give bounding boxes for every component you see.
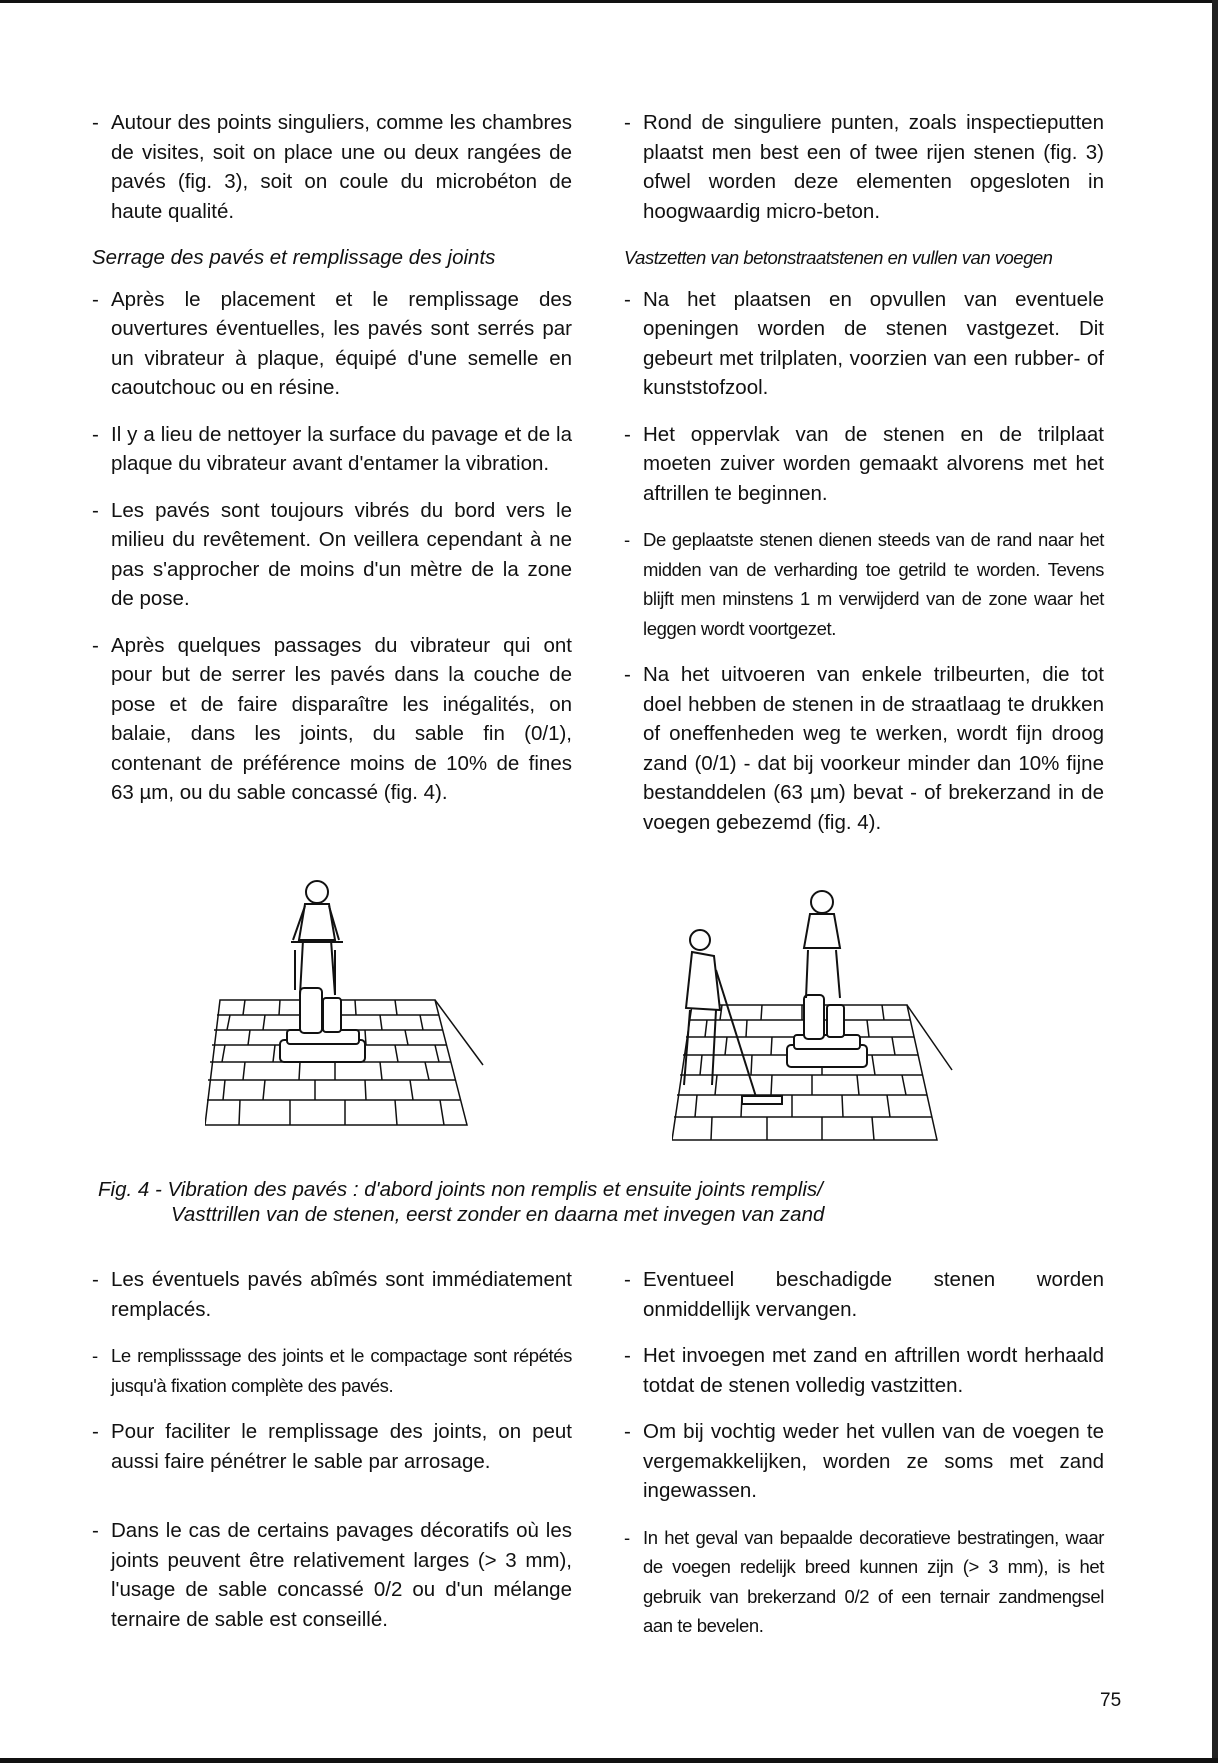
section-heading: Serrage des pavés et remplissage des joints <box>92 246 496 269</box>
bottom-right-column <box>624 1265 1104 1658</box>
list-item-text: Na het plaatsen en opvullen van eventuele openingen worden de stenen vastgezet. Dit gebeurt met trilplaten, voorzien van een rubber- of kunststofzool. <box>643 287 1104 399</box>
list-item-text: Après le placement et le remplissage des ouvertures éventuelles, les pavés sont serrés par un vibrateur à plaque, équipé d'une semelle en caoutchouc ou en résine. <box>111 287 572 399</box>
figure-vibration-without-sand <box>205 870 485 1145</box>
list-item: - Rond de singuliere punten, zoals inspectieputten plaatst men best een of twee rijen stenen (fig. 3) ofwel worden deze elementen opgesloten in hoogwaardig micro-beton. <box>624 111 1104 223</box>
list-item: - Het invoegen met zand en aftrillen wordt herhaald totdat de stenen volledig vastzitten. <box>624 1344 1104 1397</box>
list-item: - Dans le cas de certains pavages décoratifs où les joints peuvent être relativement larges (> 3 mm), l'usage de sable concassé 0/2 ou d'un mélange ternaire de sable est conseillé. <box>92 1519 572 1631</box>
list-item-text: Na het uitvoeren van enkele trilbeurten, die tot doel hebben de stenen in de straatlaag te drukken of oneffenheden weg te werken, wordt fijn droog zand (0/1) - dat bij voorkeur minder dan 10% fijne bestanddelen (63 µm) bevat - of brekerzand in de voegen gebezemd (fig. 4). <box>643 663 1104 834</box>
top-right-column <box>624 108 1104 854</box>
list-item-text: Om bij vochtig weder het vullen van de voegen te vergemakkelijken, worden ze soms met zand ingewassen. <box>643 1420 1104 1502</box>
page-number: 75 <box>1100 1690 1122 1711</box>
list-item-text: De geplaatste stenen dienen steeds van de rand naar het midden van de verharding toe getrild te worden. Tevens blijft men minstens 1 m verwijderd van de zone waar het leggen wordt voortgezet. <box>643 529 1104 639</box>
list-item-text: Het oppervlak van de stenen en de trilplaat moeten zuiver worden gemaakt alvorens met het aftrillen te beginnen. <box>643 422 1104 505</box>
caption-line-dutch: Vasttrillen van de stenen, eerst zonder en daarna met invegen van zand <box>171 1203 825 1226</box>
list-item: - In het geval van bepaalde decoratieve bestratingen, waar de voegen redelijk breed kunnen zijn (> 3 mm), is het gebruik van brekerzand 0/2 of een ternair zandmengsel aan te bevelen. <box>624 1526 1104 1636</box>
list-item-text: Le remplisssage des joints et le compactage sont répétés jusqu'à fixation complète des pavés. <box>111 1345 572 1396</box>
list-item-text: Les pavés sont toujours vibrés du bord vers le milieu du revêtement. On veillera cependant à ne pas s'approcher de moins d'un mètre de la zone de pose. <box>111 498 572 610</box>
list-item: - Il y a lieu de nettoyer la surface du pavage et de la plaque du vibrateur avant d'entamer la vibration. <box>92 422 572 475</box>
list-item-text: In het geval van bepaalde decoratieve bestratingen, waar de voegen redelijk breed kunnen zijn (> 3 mm), is het gebruik van brekerzand 0/2 of een ternair zandmengsel aan te bevelen. <box>643 1526 1104 1636</box>
bottom-border <box>0 1758 1218 1763</box>
list-item: - Na het plaatsen en opvullen van eventuele openingen worden de stenen vastgezet. Dit gebeurt met trilplaten, voorzien van een rubber- of kunststofzool. <box>624 287 1104 399</box>
list-item-text: Pour faciliter le remplissage des joints, on peut aussi faire pénétrer le sable par arrosage. <box>111 1420 572 1473</box>
list-item-text: Après quelques passages du vibrateur qui ont pour but de serrer les pavés dans la couche de pose et de faire disparaître les inégalités, on balaie, dans les joints, du sable fin (0/1), contenant de préférence moins de 10% de fines 63 µm, ou du sable concassé (fig. 4). <box>111 633 572 804</box>
bottom-left-column <box>92 1265 572 1651</box>
figure-vibration-with-sand <box>672 880 957 1150</box>
right-border <box>1212 0 1218 1763</box>
list-item: - Eventueel beschadigde stenen worden onmiddellijk vervangen. <box>624 1268 1104 1321</box>
list-item: - Après le placement et le remplissage des ouvertures éventuelles, les pavés sont serrés par un vibrateur à plaque, équipé d'une semelle en caoutchouc ou en résine. <box>92 287 572 399</box>
list-item-text: Eventueel beschadigde stenen worden onmiddellijk vervangen. <box>643 1268 1104 1321</box>
list-item: - Om bij vochtig weder het vullen van de voegen te vergemakkelijken, worden ze soms met zand ingewassen. <box>624 1420 1104 1502</box>
figure-caption <box>98 1177 1118 1227</box>
list-item-text: Het invoegen met zand en aftrillen wordt herhaald totdat de stenen volledig vastzitten. <box>643 1344 1104 1397</box>
list-item: - Après quelques passages du vibrateur qui ont pour but de serrer les pavés dans la couche de pose et de faire disparaître les inégalités, on balaie, dans les joints, du sable fin (0/1), contenant de préférence moins de 10% de fines 63 µm, ou du sable concassé (fig. 4). <box>92 633 572 804</box>
list-item-text: Les éventuels pavés abîmés sont immédiatement remplacés. <box>111 1268 572 1321</box>
list-item: - Na het uitvoeren van enkele trilbeurten, die tot doel hebben de stenen in de straatlaag te drukken of oneffenheden weg te werken, wordt fijn droog zand (0/1) - dat bij voorkeur minder dan 10% fijne bestanddelen (63 µm) bevat - of brekerzand in de voegen gebezemd (fig. 4). <box>624 663 1104 834</box>
list-item-text: Autour des points singuliers, comme les chambres de visites, soit on place une ou deux rangées de pavés (fig. 3), soit on coule du microbéton de haute qualité. <box>111 111 572 223</box>
list-item: - Het oppervlak van de stenen en de trilplaat moeten zuiver worden gemaakt alvorens met het aftrillen te beginnen. <box>624 422 1104 505</box>
list-item: - Les éventuels pavés abîmés sont immédiatement remplacés. <box>92 1268 572 1321</box>
list-item: - Pour faciliter le remplissage des joints, on peut aussi faire pénétrer le sable par arrosage. <box>92 1420 572 1473</box>
vibrator-plate-machine <box>280 950 365 1062</box>
sweeper-figure <box>684 930 782 1104</box>
section-heading: Vastzetten van betonstraatstenen en vullen van voegen <box>624 247 1053 268</box>
worker-figure <box>804 891 840 998</box>
vibrator-plate-machine <box>787 995 867 1067</box>
list-item: - Autour des points singuliers, comme les chambres de visites, soit on place une ou deux rangées de pavés (fig. 3), soit on coule du microbéton de haute qualité. <box>92 111 572 223</box>
list-item-text: Il y a lieu de nettoyer la surface du pavage et de la plaque du vibrateur avant d'entamer la vibration. <box>111 422 572 475</box>
list-item: - Le remplisssage des joints et le compactage sont répétés jusqu'à fixation complète des pavés. <box>92 1345 572 1396</box>
top-left-column <box>92 108 572 825</box>
list-item-text: Rond de singuliere punten, zoals inspectieputten plaatst men best een of twee rijen stenen (fig. 3) ofwel worden deze elementen opgesloten in hoogwaardig micro-beton. <box>643 111 1104 223</box>
list-item: - Les pavés sont toujours vibrés du bord vers le milieu du revêtement. On veillera cependant à ne pas s'approcher de moins d'un mètre de la zone de pose. <box>92 498 572 610</box>
list-item-text: Dans le cas de certains pavages décoratifs où les joints peuvent être relativement larges (> 3 mm), l'usage de sable concassé 0/2 ou d'un mélange ternaire de sable est conseillé. <box>111 1519 572 1631</box>
caption-line-french: Fig. 4 - Vibration des pavés : d'abord joints non remplis et ensuite joints remplis/ <box>98 1178 823 1201</box>
list-item: - De geplaatste stenen dienen steeds van de rand naar het midden van de verharding toe getrild te worden. Tevens blijft men minstens 1 m verwijderd van de zone waar het leggen wordt voortgezet. <box>624 529 1104 639</box>
top-border <box>0 0 1218 3</box>
